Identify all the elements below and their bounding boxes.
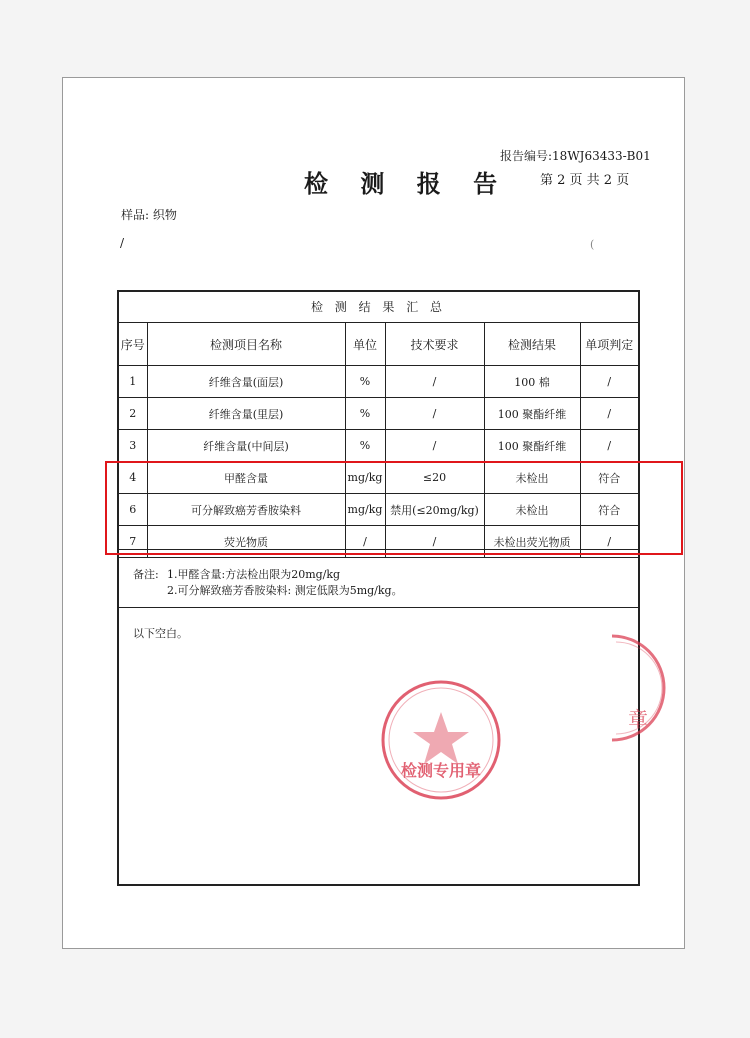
table-cell: 禁用(≤20mg/kg): [385, 494, 484, 526]
table-cell: 荧光物质: [147, 526, 345, 558]
report-number: 报告编号:18WJ63433-B01: [500, 149, 651, 163]
table-cell: 6: [119, 494, 147, 526]
star-icon: [413, 712, 469, 764]
table-cell: ≤20: [385, 462, 484, 494]
stamp-text: 检测专用章: [400, 761, 482, 780]
slash-mark-left: /: [120, 236, 125, 250]
table-cell: 未检出: [484, 494, 580, 526]
table-cell: 纤维含量(中间层): [147, 430, 345, 462]
table-cell: 甲醛含量: [147, 462, 345, 494]
table-cell: 纤维含量(面层): [147, 366, 345, 398]
table-cell: %: [345, 366, 385, 398]
table-cell: 符合: [580, 462, 638, 494]
table-cell: 4: [119, 462, 147, 494]
note-line-1: 1.甲醛含量:方法检出限为20mg/kg: [167, 568, 341, 581]
table-cell: /: [385, 366, 484, 398]
table-cell: 未检出: [484, 462, 580, 494]
blank-statement: 以下空白。: [133, 627, 188, 640]
table-cell: /: [385, 430, 484, 462]
column-header: 序号: [119, 323, 147, 366]
notes-label: 备注:: [133, 568, 159, 581]
table-cell: mg/kg: [345, 494, 385, 526]
table-cell: 100 聚酯纤维: [484, 398, 580, 430]
table-cell: 2: [119, 398, 147, 430]
table-cell: /: [385, 398, 484, 430]
table-cell: 纤维含量(里层): [147, 398, 345, 430]
table-cell: /: [385, 526, 484, 558]
table-cell: /: [580, 366, 638, 398]
table-cell: 符合: [580, 494, 638, 526]
sample-label: 样品: 织物: [121, 208, 177, 222]
partial-stamp: [612, 636, 664, 740]
table-cell: 可分解致癌芳香胺染料: [147, 494, 345, 526]
table-cell: /: [580, 526, 638, 558]
highlight-box: [105, 461, 683, 555]
column-header: 技术要求: [385, 323, 484, 366]
table-cell: 1: [119, 366, 147, 398]
table-cell: /: [580, 430, 638, 462]
table-cell: 7: [119, 526, 147, 558]
table-cell: mg/kg: [345, 462, 385, 494]
inspection-stamp: [383, 682, 499, 798]
table-cell: 3: [119, 430, 147, 462]
partial-stamp-text: 章: [628, 707, 648, 731]
note-line-2: 2.可分解致癌芳香胺染料: 测定低限为5mg/kg。: [167, 584, 403, 597]
slash-mark-right: (: [590, 238, 595, 251]
table-cell: %: [345, 398, 385, 430]
table-cell: /: [345, 526, 385, 558]
page-title: 检 测 报 告: [304, 169, 510, 198]
column-header: 检测结果: [484, 323, 580, 366]
table-cell: 100 棉: [484, 366, 580, 398]
table-cell: 100 聚酯纤维: [484, 430, 580, 462]
column-header: 单项判定: [580, 323, 638, 366]
table-cell: /: [580, 398, 638, 430]
results-title: 检 测 结 果 汇 总: [119, 292, 638, 323]
column-header: 检测项目名称: [147, 323, 345, 366]
table-cell: 未检出荧光物质: [484, 526, 580, 558]
table-cell: %: [345, 430, 385, 462]
page-number: 第 2 页 共 2 页: [540, 173, 630, 188]
column-header: 单位: [345, 323, 385, 366]
